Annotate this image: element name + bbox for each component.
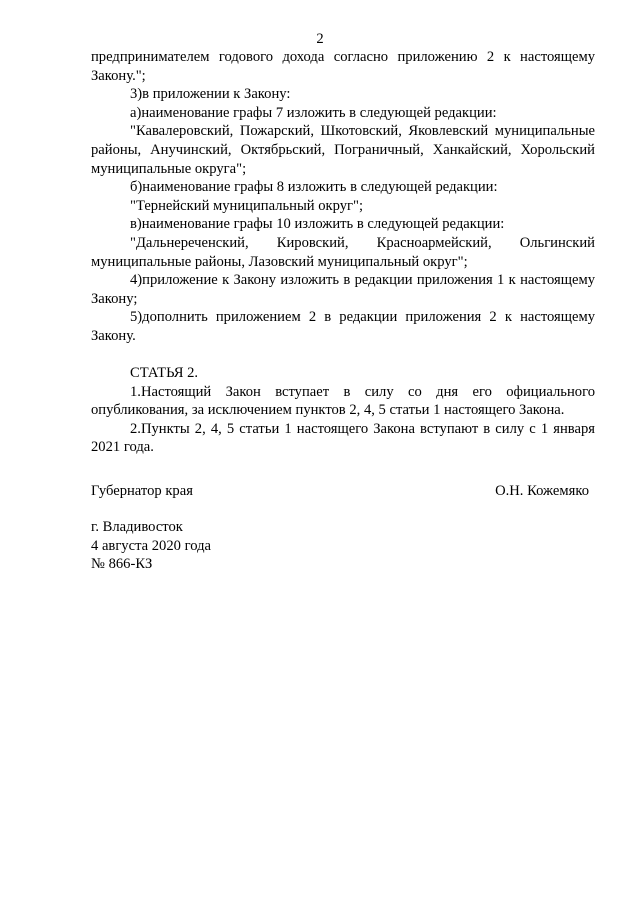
signatory-position: Губернатор края [91, 483, 193, 499]
paragraph: в)наименование графы 10 изложить в следующей редакции: [130, 216, 505, 233]
paragraph: 3)в приложении к Закону: [130, 86, 291, 103]
signature-block [91, 482, 589, 501]
paragraph: 2.Пункты 2, 4, 5 статьи 1 настоящего Закона вступают в силу с 1 января 2021 года. [91, 420, 595, 456]
law-number: № 866-КЗ [91, 556, 153, 573]
spacer [91, 346, 595, 365]
signatory-name: О.Н. Кожемяко [495, 483, 589, 499]
paragraph: "Кавалеровский, Пожарский, Шкотовский, Яковлевский муниципальные районы, Анучинский, Октябрьский, Пограничный, Ханкайский, Хорольский муниципальные округа"; [91, 123, 595, 177]
paragraph: 1.Настоящий Закон вступает в силу со дня его официального опубликования, за исключением пунктов 2, 4, 5 статьи 1 настоящего Закона. [91, 383, 595, 419]
law-text [91, 48, 595, 457]
paragraph: 4)приложение к Закону изложить в редакции приложения 1 к настоящему Закону; [91, 272, 595, 307]
paragraph: а)наименование графы 7 изложить в следующей редакции: [130, 104, 497, 121]
page-number: 2 [316, 31, 324, 47]
date: 4 августа 2020 года [91, 537, 211, 554]
paragraph: "Тернейский муниципальный округ"; [130, 197, 364, 214]
place-date-block [91, 518, 211, 574]
paragraph: предпринимателем годового дохода согласно приложению 2 к настоящему Закону."; [91, 49, 595, 84]
paragraph: 5)дополнить приложением 2 в редакции приложения 2 к настоящему Закону. [91, 309, 595, 344]
city: г. Владивосток [91, 519, 183, 535]
article-heading: СТАТЬЯ 2. [130, 365, 199, 382]
paragraph: "Дальнереченский, Кировский, Красноармейский, Ольгинский муниципальные районы, Лазовский муниципальный округ"; [91, 234, 595, 270]
paragraph: б)наименование графы 8 изложить в следующей редакции: [130, 179, 498, 196]
